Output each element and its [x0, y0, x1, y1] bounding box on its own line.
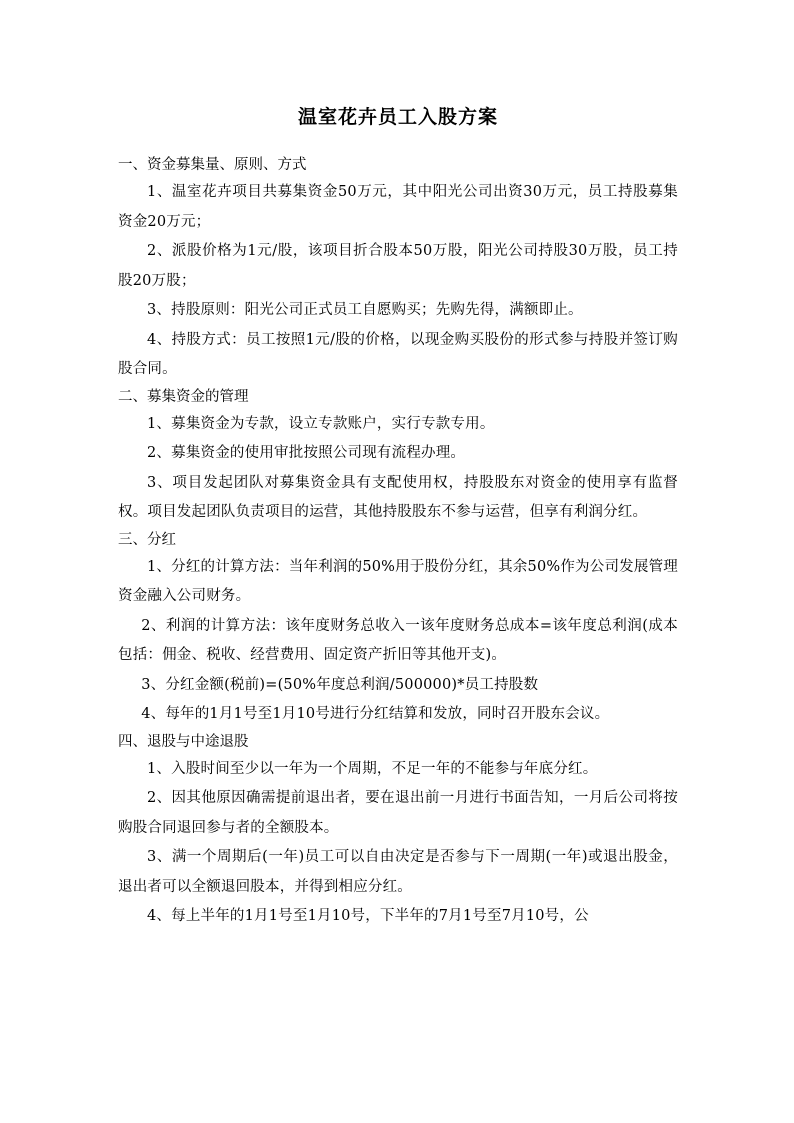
- paragraph: 1、募集资金为专款，设立专款账户，实行专款专用。: [147, 415, 495, 432]
- paragraph: 2、募集资金的使用审批按照公司现有流程办理。: [147, 445, 466, 461]
- section-heading: 三、分红: [118, 531, 176, 548]
- paragraph: 2、利润的计算方法：该年度财务总收入一该年度财务总成本=该年度总利润(成本包括：佣金、税收、经营费用、固定资产折旧等其他开支)。: [118, 617, 678, 663]
- document-title: 温室花卉员工入股方案: [297, 106, 498, 128]
- section-heading: 四、退股与中途退股: [118, 733, 249, 750]
- paragraph: 4、持股方式：员工按照1元/股的价格，以现金购买股份的形式参与持股并签订购股合同。: [118, 331, 678, 377]
- section-withdrawal: [118, 730, 678, 932]
- paragraph: 3、满一个周期后(一年)员工可以自由决定是否参与下一周期(一年)或退出股金，退出者可以全额退回股本，并得到相应分红。: [118, 849, 678, 895]
- paragraph: 3、分红金额(税前)=(50%年度总利润/500000)*员工持股数: [141, 676, 539, 693]
- paragraph: 4、每上半年的1月1号至1月10号，下半年的7月1号至7月10号，公: [147, 908, 589, 924]
- paragraph: 3、持股原则：阳光公司正式员工自愿购买；先购先得，满额即止。: [147, 302, 583, 318]
- section-heading: 一、资金募集量、原则、方式: [118, 157, 307, 173]
- paragraph: 3、项目发起团队对募集资金具有支配使用权，持股股东对资金的使用享有监督权。项目发起团队负责项目的运营，其他持股股东不参与运营，但享有利润分红。: [118, 474, 678, 520]
- paragraph: 2、派股价格为1元/股，该项目折合股本50万股，阳光公司持股30万股，员工持股20万股；: [118, 243, 678, 289]
- section-heading: 二、募集资金的管理: [118, 388, 249, 405]
- paragraph: 2、因其他原因确需提前退出者，要在退出前一月进行书面告知，一月后公司将按购股合同退回参与者的全额股本。: [118, 790, 678, 836]
- section-fund-management: [118, 385, 678, 528]
- section-dividends: [118, 528, 678, 730]
- paragraph: 1、分红的计算方法：当年利润的50%用于股份分红，其余50%作为公司发展管理资金融入公司财务。: [118, 558, 678, 604]
- paragraph: 1、温室花卉项目共募集资金50万元，其中阳光公司出资30万元，员工持股募集资金20万元；: [118, 184, 678, 230]
- section-fundraising: [118, 153, 678, 385]
- document-page: [118, 100, 678, 932]
- paragraph: 4、每年的1月1号至1月10号进行分红结算和发放，同时召开股东会议。: [141, 706, 610, 722]
- paragraph: 1、入股时间至少以一年为一个周期，不足一年的不能参与年底分红。: [147, 760, 598, 777]
